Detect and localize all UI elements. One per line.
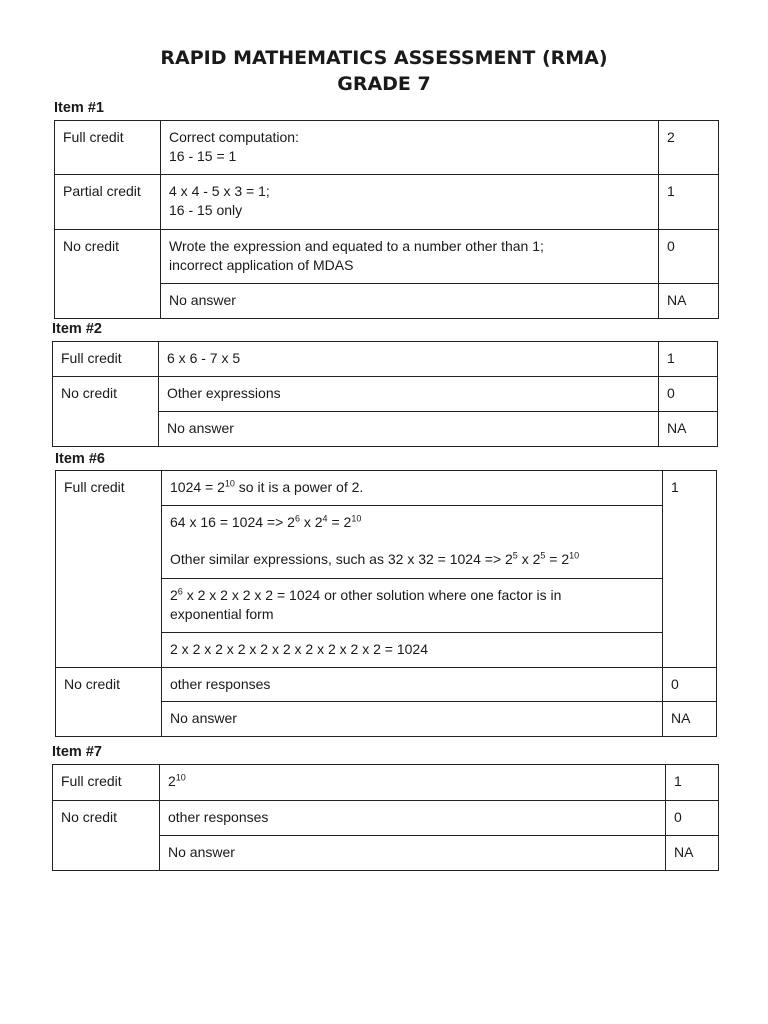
criteria-cell: 64 x $16 = 1024 => 2^6$ x $2^4 = 2^{10}$ Other similar expressions, such as 32 x $32 = 1024 => 2^5$ x $2^5 = 2^{10}$: [162, 506, 663, 579]
criteria-cell: Other expressions: [159, 377, 659, 412]
criteria-cell: Wrote the expression and equated to a number other than 1; incorrect application of MDAS: [161, 230, 659, 284]
score-cell: 1: [659, 342, 718, 377]
item-1-table: [54, 120, 719, 319]
item-2-table: [52, 341, 718, 447]
score-cell: 0: [663, 668, 717, 702]
criteria-cell: No answer: [162, 702, 663, 737]
score-cell: 0: [659, 230, 719, 284]
credit-label: No credit: [53, 377, 159, 447]
score-cell: NA: [666, 836, 719, 871]
score-cell: 1: [666, 765, 719, 801]
credit-label: Full credit: [55, 121, 161, 175]
score-cell: NA: [659, 412, 718, 447]
credit-label: Full credit: [53, 765, 160, 801]
criteria-cell: No answer: [160, 836, 666, 871]
credit-label: No credit: [53, 801, 160, 871]
credit-label: Full credit: [56, 471, 162, 668]
score-cell: 1: [663, 471, 717, 668]
score-cell: 0: [666, 801, 719, 836]
criteria-cell: other responses: [162, 668, 663, 702]
document-title: RAPID MATHEMATICS ASSESSMENT (RMA): [160, 47, 608, 69]
score-cell: NA: [659, 284, 719, 319]
item-7-table: [52, 764, 719, 871]
credit-label: No credit: [56, 668, 162, 737]
item-2-label: Item #2: [52, 321, 102, 337]
item-7-label: Item #7: [52, 744, 102, 760]
criteria-cell: $2^6$ x 2 x 2 x 2 x 2 = 1024 or other solution where one factor is in exponential form: [162, 579, 663, 633]
document-subtitle: GRADE 7: [337, 73, 431, 95]
item-6-label: Item #6: [55, 451, 105, 467]
credit-label: No credit: [55, 230, 161, 319]
criteria-cell: $2^{10}$: [160, 765, 666, 801]
criteria-cell: Correct computation: 16 - 15 = 1: [161, 121, 659, 175]
criteria-cell: No answer: [159, 412, 659, 447]
credit-label: Full credit: [53, 342, 159, 377]
score-cell: 0: [659, 377, 718, 412]
item-6-table: [55, 470, 717, 737]
criteria-cell: 4 x 4 - 5 x 3 = 1; 16 - 15 only: [161, 175, 659, 230]
criteria-cell: other responses: [160, 801, 666, 836]
criteria-cell: 6 x 6 - 7 x 5: [159, 342, 659, 377]
credit-label: Partial credit: [55, 175, 161, 230]
criteria-cell: 2 x 2 x 2 x 2 x 2 x 2 x 2 x 2 x 2 x 2 = 1024: [162, 633, 663, 668]
score-cell: 1: [659, 175, 719, 230]
item-1-label: Item #1: [54, 100, 104, 116]
criteria-cell: No answer: [161, 284, 659, 319]
score-cell: NA: [663, 702, 717, 737]
score-cell: 2: [659, 121, 719, 175]
criteria-cell: $1024 = 2^{10}$ so it is a power of 2.: [162, 471, 663, 506]
